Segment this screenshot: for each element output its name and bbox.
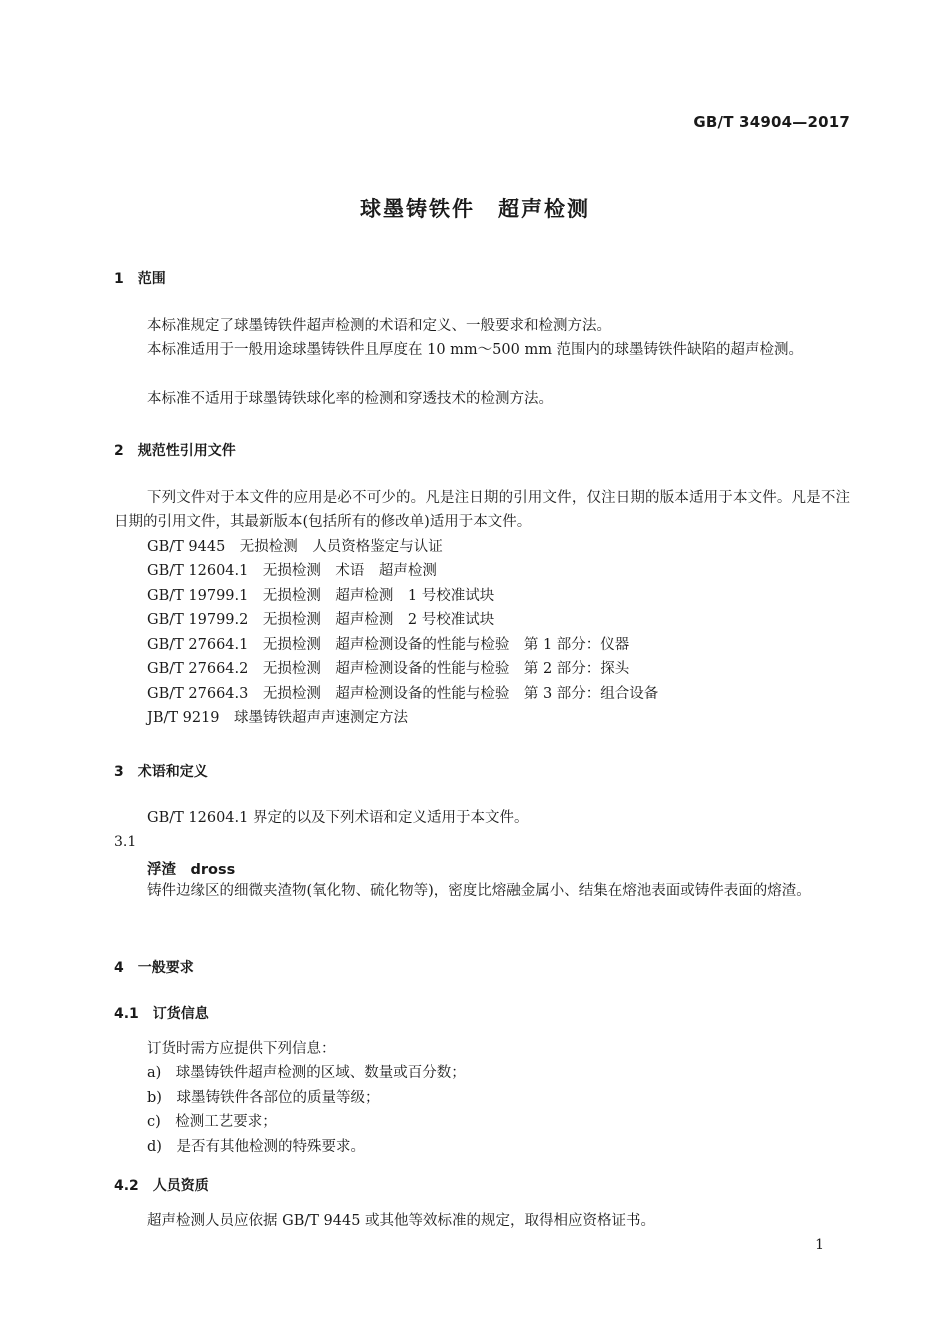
section-3-heading: 3 术语和定义 (114, 764, 208, 780)
section-4-1-intro: 订货时需方应提供下列信息： (147, 1041, 336, 1057)
section-2-intro: 下列文件对于本文件的应用是必不可少的。凡是注日期的引用文件，仅注日期的版本适用于本文件。凡是不注日期的引用文件，其最新版本(包括所有的修改单)适用于本文件。 (114, 490, 850, 530)
section-4-2-paragraph: 超声检测人员应依据 GB/T 9445 或其他等效标准的规定，取得相应资格证书。 (147, 1213, 656, 1229)
standard-number: GB/T 34904—2017 (693, 113, 850, 131)
section-3-intro: GB/T 12604.1 界定的以及下列术语和定义适用于本文件。 (147, 810, 529, 826)
page-number: 1 (815, 1237, 824, 1253)
section-4-heading: 4 一般要求 (114, 960, 194, 976)
reference-item: GB/T 19799.2 无损检测 超声检测 2 号校准试块 (147, 612, 495, 628)
section-1-paragraph-1: 本标准规定了球墨铸铁件超声检测的术语和定义、一般要求和检测方法。 (147, 318, 611, 334)
reference-item: GB/T 27664.3 无损检测 超声检测设备的性能与检验 第 3 部分：组合设备 (147, 686, 659, 702)
section-2-heading: 2 规范性引用文件 (114, 443, 236, 459)
reference-item: GB/T 27664.1 无损检测 超声检测设备的性能与检验 第 1 部分：仪器 (147, 637, 630, 653)
reference-item: GB/T 12604.1 无损检测 术语 超声检测 (147, 563, 437, 579)
list-item: b) 球墨铸铁件各部位的质量等级； (147, 1090, 380, 1106)
term-number: 3.1 (114, 834, 137, 850)
reference-item: GB/T 19799.1 无损检测 超声检测 1 号校准试块 (147, 588, 495, 604)
reference-item: JB/T 9219 球墨铸铁超声声速测定方法 (147, 710, 409, 726)
reference-item: GB/T 9445 无损检测 人员资格鉴定与认证 (147, 539, 443, 555)
document-title: 球墨铸铁件 超声检测 (360, 197, 590, 221)
list-item: a) 球墨铸铁件超声检测的区域、数量或百分数； (147, 1065, 466, 1081)
list-item: d) 是否有其他检测的特殊要求。 (147, 1139, 365, 1155)
section-4-2-heading: 4.2 人员资质 (114, 1178, 209, 1194)
term-definition: 铸件边缘区的细微夹渣物(氧化物、硫化物等)，密度比熔融金属小、结集在熔池表面或铸件表面的熔渣。 (147, 883, 811, 899)
list-item: c) 检测工艺要求； (147, 1114, 277, 1130)
section-1-heading: 1 范围 (114, 271, 166, 287)
term-name: 浮渣 dross (147, 862, 236, 878)
section-1-paragraph-2: 本标准适用于一般用途球墨铸铁件且厚度在 10 mm～500 mm 范围内的球墨铸铁件缺陷的超声检测。 (147, 342, 804, 358)
reference-item: GB/T 27664.2 无损检测 超声检测设备的性能与检验 第 2 部分：探头 (147, 661, 630, 677)
section-1-paragraph-3: 本标准不适用于球墨铸铁球化率的检测和穿透技术的检测方法。 (147, 391, 553, 407)
section-4-1-heading: 4.1 订货信息 (114, 1006, 209, 1022)
